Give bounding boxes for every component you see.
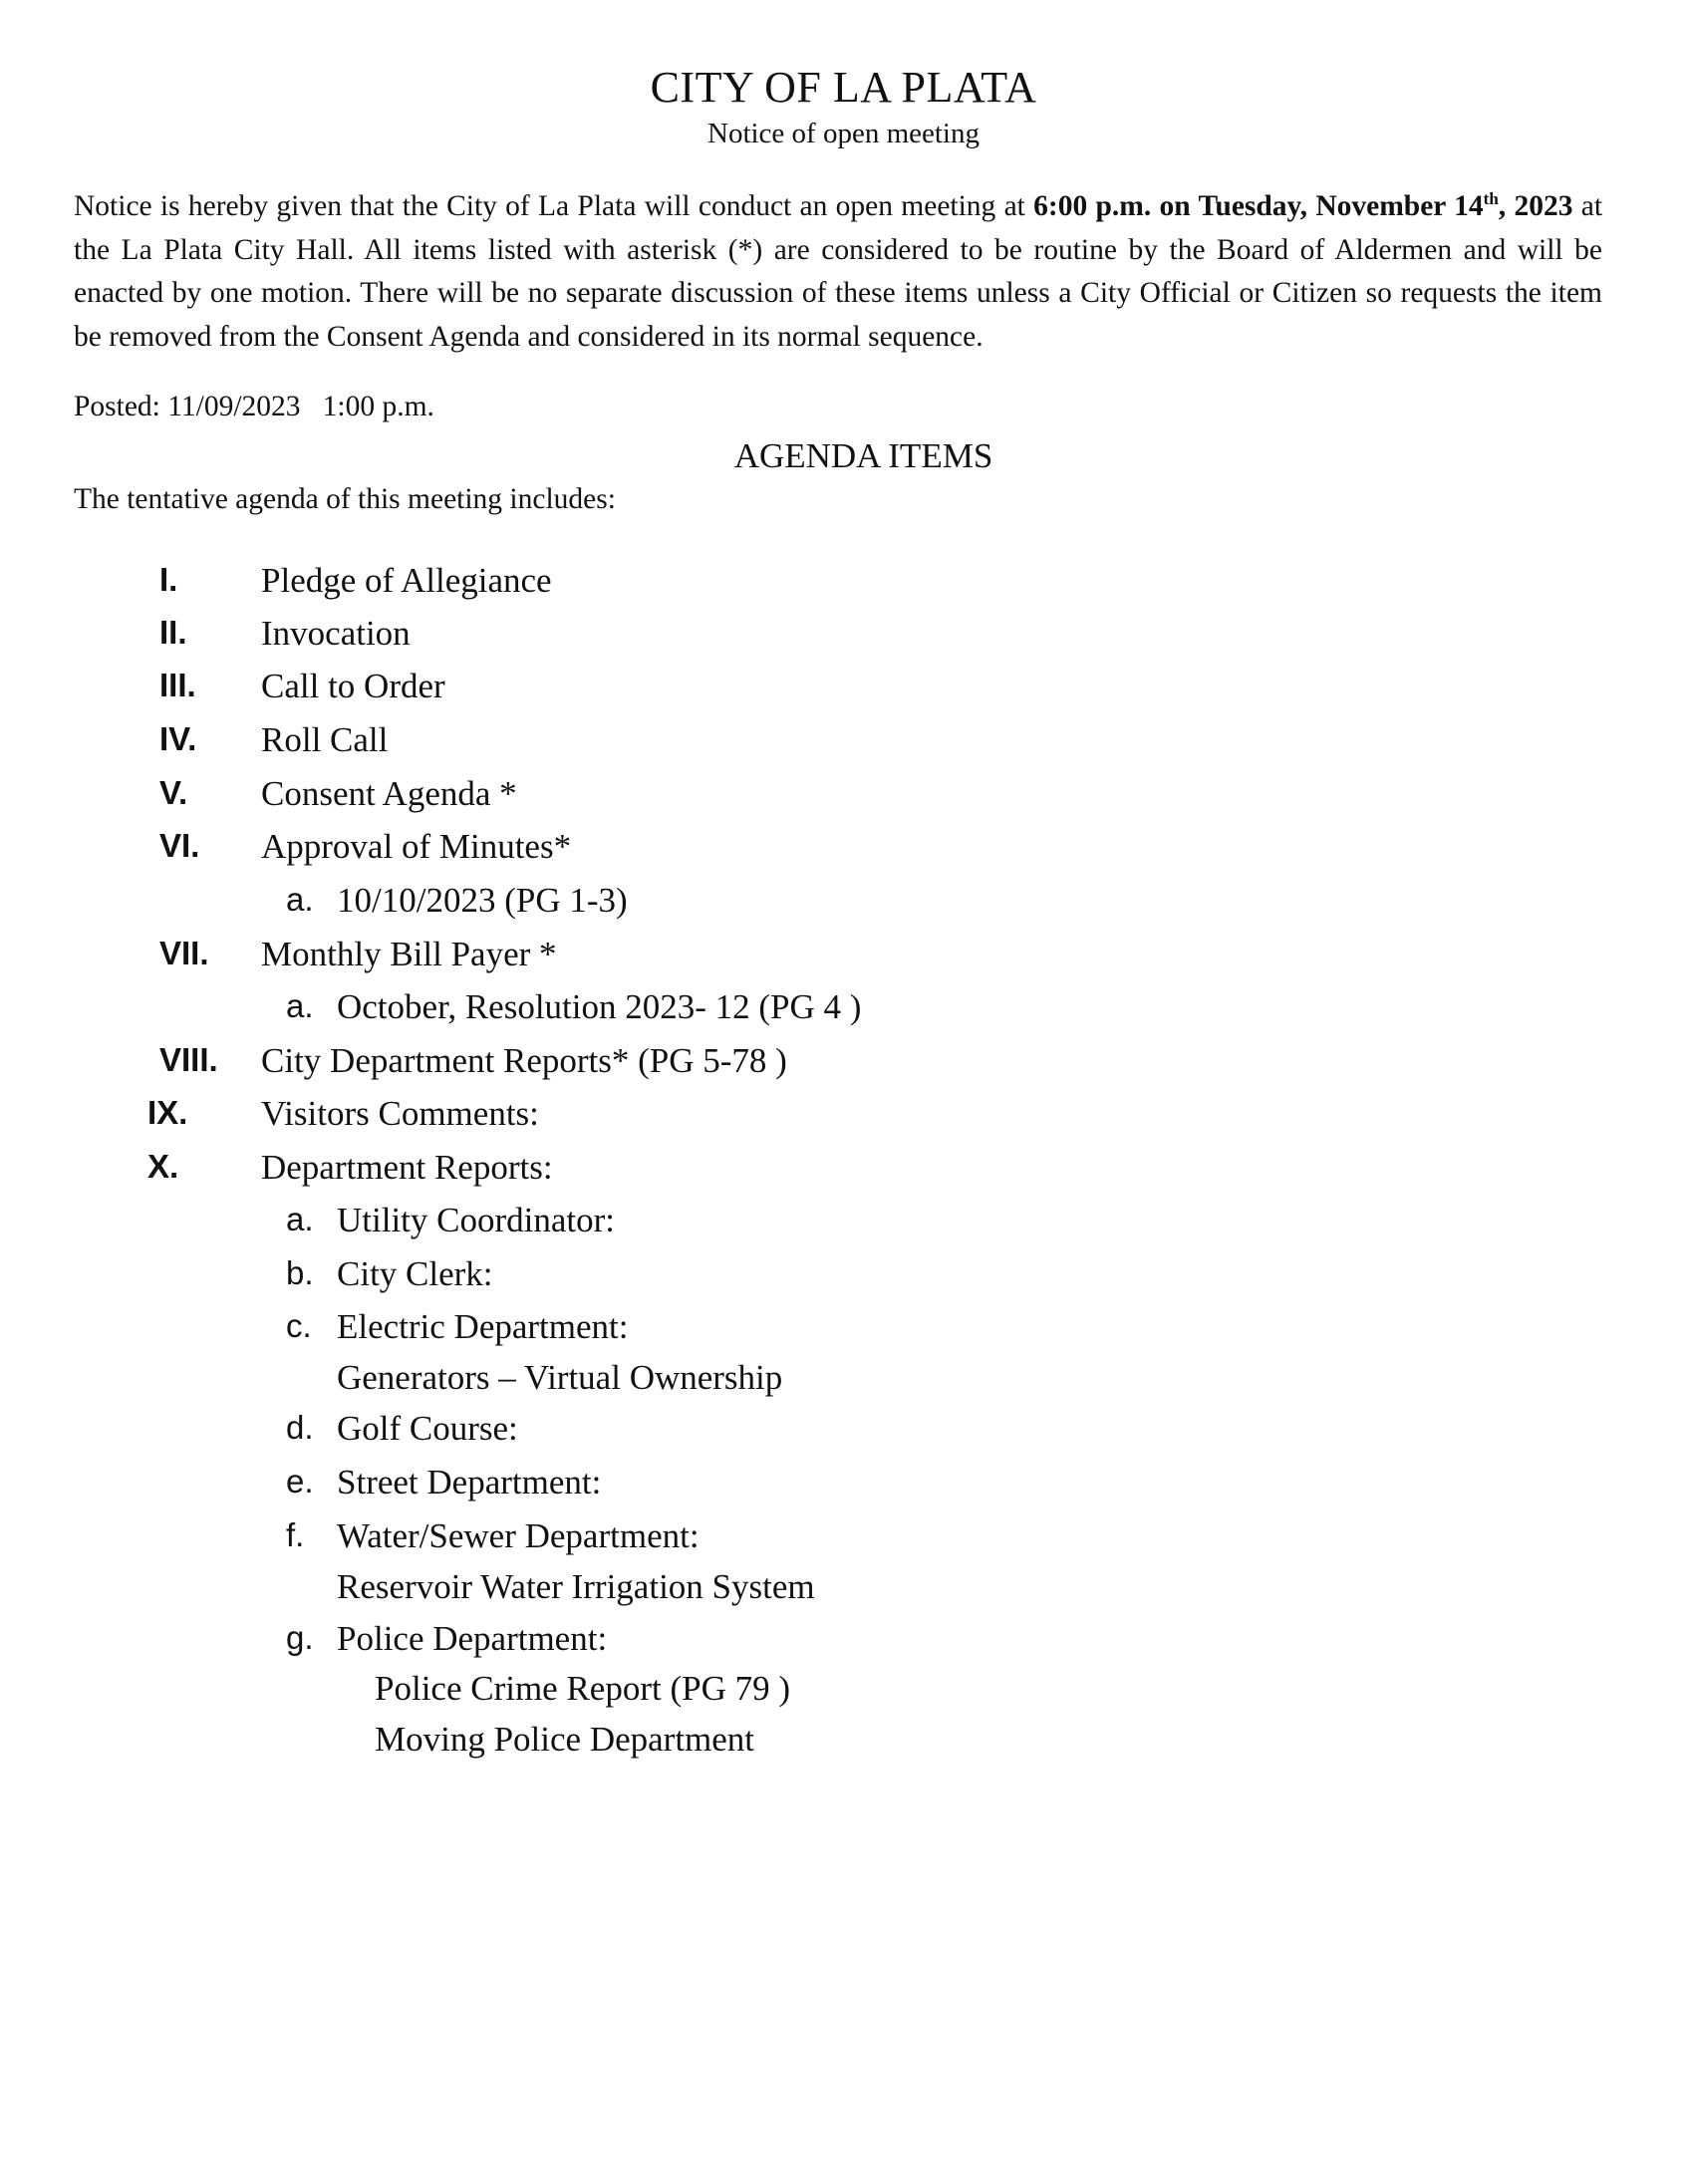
item-text: Invocation — [261, 614, 411, 653]
subitem-detail: Moving Police Department — [375, 1720, 755, 1759]
item-text: Consent Agenda * — [261, 774, 517, 813]
subitem-text: Street Department: — [337, 1463, 602, 1502]
item-number: VI. — [159, 827, 200, 864]
item-number: VII. — [159, 935, 209, 971]
item-number: I. — [159, 561, 178, 598]
subitem-text: City Clerk: — [337, 1254, 493, 1293]
subitem-letter: b. — [286, 1254, 314, 1291]
subitem-text: October, Resolution 2023- 12 (PG 4 ) — [337, 987, 862, 1026]
notice-meeting-time: 6:00 p.m. on Tuesday, November 14th, 2023 — [1033, 189, 1573, 222]
subitem-letter: a. — [286, 881, 314, 918]
subitem-text: Police Department: — [337, 1619, 608, 1658]
item-number: II. — [159, 614, 187, 651]
item-text: Monthly Bill Payer * — [261, 935, 557, 973]
page-subtitle: Notice of open meeting — [707, 118, 980, 149]
item-number: VIII. — [159, 1041, 218, 1078]
subitem-detail: Generators – Virtual Ownership — [337, 1358, 783, 1397]
page-title: CITY OF LA PLATA — [650, 63, 1037, 112]
subitem-detail: Reservoir Water Irrigation System — [337, 1567, 815, 1606]
subitem-text: 10/10/2023 (PG 1-3) — [337, 881, 628, 920]
notice-text-start: Notice is hereby given that the City of La Plata will conduct an open meeting at — [74, 190, 1034, 222]
item-text: Roll Call — [261, 720, 389, 759]
agenda-heading: AGENDA ITEMS — [733, 436, 993, 475]
item-number: IX. — [147, 1094, 188, 1131]
item-number: X. — [147, 1148, 179, 1185]
subitem-letter: c. — [286, 1307, 312, 1344]
item-number: V. — [159, 774, 188, 811]
subitem-letter: a. — [286, 1201, 314, 1237]
subitem-text: Golf Course: — [337, 1409, 518, 1448]
item-text: Call to Order — [261, 667, 445, 705]
subitem-letter: g. — [286, 1619, 314, 1656]
subitem-detail: Police Crime Report (PG 79 ) — [375, 1669, 791, 1708]
subitem-letter: d. — [286, 1409, 314, 1446]
notice-text-end: at the La Plata City Hall. All items listed with asterisk (*) are considered to be routine by the Board of Aldermen and will be enacted by one motion. There will be no separate discussion of these items unless a City Official or Citizen so requests the item be removed from the Consent Agenda and considered in its normal sequence. — [74, 190, 1603, 353]
item-text: City Department Reports* (PG 5-78 ) — [261, 1041, 787, 1080]
notice-paragraph — [74, 185, 1602, 359]
subitem-text: Water/Sewer Department: — [337, 1516, 700, 1555]
item-text: Approval of Minutes* — [261, 827, 572, 866]
subitem-text: Utility Coordinator: — [337, 1201, 616, 1239]
item-number: IV. — [159, 720, 197, 757]
subitem-letter: f. — [286, 1516, 305, 1553]
agenda-intro: The tentative agenda of this meeting includes: — [74, 483, 616, 515]
item-text: Visitors Comments: — [261, 1094, 539, 1133]
subitem-letter: a. — [286, 987, 314, 1024]
item-number: III. — [159, 667, 196, 703]
subitem-letter: e. — [286, 1463, 314, 1500]
posted-date: Posted: 11/09/2023 1:00 p.m. — [74, 391, 434, 422]
item-text: Department Reports: — [261, 1148, 553, 1187]
item-text: Pledge of Allegiance — [261, 561, 552, 600]
subitem-text: Electric Department: — [337, 1307, 629, 1346]
